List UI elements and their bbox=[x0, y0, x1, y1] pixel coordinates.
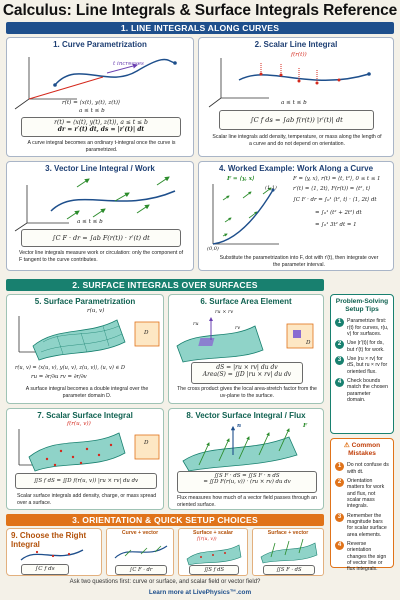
panel-description: Scalar surface integrals add density, charge, or mass spread over a surface. bbox=[17, 493, 157, 506]
mistake-item bbox=[334, 513, 390, 538]
common-mistakes-panel bbox=[330, 438, 394, 573]
tip-number-badge: 3 bbox=[335, 356, 344, 365]
cross-product-label: ru × rv bbox=[215, 309, 234, 315]
worked-line-1: F = ⟨y, x⟩, r(t) = ⟨t, t²⟩, 0 ≤ t ≤ 1 bbox=[293, 176, 381, 182]
panel-vector-line-integral bbox=[6, 161, 194, 271]
panel-heading: 5. Surface Parametrization bbox=[34, 297, 136, 306]
page-title: Calculus: Line Integrals & Surface Integrals Reference bbox=[2, 2, 398, 19]
tip-item bbox=[334, 356, 390, 375]
section-2-header: 2. SURFACE INTEGRALS OVER SURFACES bbox=[6, 279, 324, 291]
origin-label: (0,0) bbox=[207, 246, 219, 252]
mistake-text: Reverse orientation changes the sign of vector line or flux integrals. bbox=[347, 540, 387, 573]
panel-heading: 9. Choose the Right Integral bbox=[11, 531, 87, 549]
panel-heading: 1. Curve Parametrization bbox=[53, 40, 147, 49]
flux-formula-box bbox=[177, 471, 317, 493]
panel-heading: 6. Surface Area Element bbox=[200, 297, 292, 306]
tip-item bbox=[334, 340, 390, 353]
mistakes-title bbox=[331, 439, 393, 459]
panel-description: A surface integral becomes a double integral over the parameter domain D. bbox=[25, 386, 149, 399]
mini-f-label: f(r(u, v)) bbox=[197, 537, 217, 542]
mini-title: Curve + vector bbox=[121, 530, 159, 536]
flux-diagram bbox=[169, 421, 324, 471]
scalar-formula-box: ∫C f ds = ∫ab f(r(t)) |r′(t)| dt bbox=[219, 110, 374, 130]
mistakes-title-text: Common Mistakes bbox=[348, 442, 381, 457]
tip-text: Check bounds match the chosen parameter domain. bbox=[347, 377, 388, 403]
panel-scalar-surface-integral bbox=[6, 408, 164, 510]
mini-title: Surface + vector bbox=[267, 530, 309, 536]
worked-line-3: ∫C F · dr = ∫₀¹ ⟨t², t⟩ · ⟨1, 2t⟩ dt bbox=[293, 197, 377, 203]
panel-choose-integral bbox=[6, 528, 102, 576]
panel-description: The cross product gives the local area-stretch factor from the uv-plane to the surface. bbox=[177, 386, 317, 399]
tip-item bbox=[334, 378, 390, 403]
area-box-line2: Area(S) = ∬D |ru × rv| du dv bbox=[202, 371, 292, 378]
area-element-diagram bbox=[169, 306, 324, 362]
scalar-surface-diagram bbox=[7, 421, 164, 471]
setup-question: Ask two questions first: curve or surface, and scalar field or vector field? bbox=[69, 579, 261, 585]
section-3-header: 3. ORIENTATION & QUICK SETUP CHOICES bbox=[6, 514, 324, 526]
panel-heading: 4. Worked Example: Work Along a Curve bbox=[218, 164, 374, 173]
panel-heading: 3. Vector Line Integral / Work bbox=[45, 164, 155, 173]
mini-surface-scalar-diagram bbox=[179, 541, 249, 567]
mistake-item bbox=[334, 478, 390, 510]
param-box-line1: r(t) = ⟨x(t), y(t), z(t)⟩, a ≤ t ≤ b bbox=[54, 119, 148, 126]
mistake-text: Remember the magnitude bars for scalar surface area elements. bbox=[347, 512, 387, 538]
panel-surface-parametrization bbox=[6, 294, 164, 404]
domain-label: D bbox=[144, 330, 149, 336]
field-F-label: F bbox=[303, 423, 307, 429]
panel-heading: 2. Scalar Line Integral bbox=[254, 40, 338, 49]
f-of-r-label: f(r(t)) bbox=[291, 52, 307, 58]
flux-box-line2: = ∬D F(r(u, v)) · (ru × rv) du dv bbox=[203, 479, 291, 485]
worked-line-5: = ∫₀¹ 3t² dt = 1 bbox=[315, 222, 357, 228]
mistake-number-badge: 2 bbox=[335, 478, 344, 487]
tip-text: Parametrize first: r(t) for curves, r(u, v) for surfaces. bbox=[347, 318, 389, 337]
panel-description: Vector line integrals measure work or circulation: only the component of F tangent to the curve contributes. bbox=[19, 250, 184, 263]
panel-curve-parametrization bbox=[6, 37, 194, 157]
end-label: (1,1) bbox=[265, 185, 277, 191]
surface-vector-formula: ∬S F · dS bbox=[263, 565, 315, 575]
panel-heading: 7. Scalar Surface Integral bbox=[37, 411, 133, 420]
footer-link[interactable]: Learn more at LivePhysics™.com bbox=[148, 589, 252, 596]
curve-vector-formula: ∫C F · dr bbox=[115, 565, 167, 575]
curve-scalar-formula: ∫C f ds bbox=[21, 564, 69, 575]
mini-curve-vector-diagram bbox=[107, 536, 175, 566]
tips-title: Problem-Solving Setup Tips bbox=[335, 298, 389, 313]
mini-surface-scalar bbox=[178, 528, 248, 576]
param-eq: r(t) = ⟨x(t), y(t), z(t)⟩ bbox=[62, 100, 121, 106]
panel-flux-integral bbox=[168, 408, 324, 510]
tip-number-badge: 2 bbox=[335, 340, 344, 349]
panel-description: Flux measures how much of a vector field passes through an oriented surface. bbox=[177, 495, 317, 508]
mistake-item bbox=[334, 462, 390, 475]
surface-eq-1: r(u, v) = ⟨x(u, v), y(u, v), z(u, v)⟩, (u, v) ∈ D bbox=[15, 365, 126, 371]
param-formula-box bbox=[21, 117, 181, 137]
rv-label: rv bbox=[235, 325, 241, 331]
panel-description: A curve integral becomes an ordinary t-integral once the curve is parametrized. bbox=[27, 140, 176, 153]
mistake-number-badge: 3 bbox=[335, 513, 344, 522]
warning-icon: ⚠ bbox=[343, 442, 350, 449]
tip-item bbox=[334, 318, 390, 337]
mini-curve-vector bbox=[106, 528, 174, 576]
surface-diagram bbox=[7, 306, 164, 362]
mistake-item bbox=[334, 541, 390, 573]
area-formula-box bbox=[191, 362, 303, 384]
surface-f-label: f(r(u, v)) bbox=[67, 421, 91, 427]
domain-label: D bbox=[306, 340, 311, 346]
surface-scalar-formula: ∬S f dS bbox=[189, 565, 239, 575]
panel-worked-example bbox=[198, 161, 394, 271]
panel-scalar-line-integral bbox=[198, 37, 394, 157]
mistake-number-badge: 4 bbox=[335, 541, 344, 550]
tips-list bbox=[331, 318, 393, 403]
mistake-text: Orientation matters for work and flux, not scalar mass integrals. bbox=[347, 477, 385, 510]
t-increases-label: t increases bbox=[113, 61, 144, 67]
surface-label: r(u, v) bbox=[87, 308, 105, 314]
mini-surface-vector bbox=[252, 528, 324, 576]
setup-tips-panel bbox=[330, 294, 394, 434]
tip-text: Use |ru × rv| for dS, but ru × rv for oriented flux. bbox=[347, 355, 388, 375]
flux-box-line1: ∬S F · dS = ∬S F · n dS bbox=[214, 473, 280, 479]
area-box-line1: dS = |ru × rv| du dv bbox=[216, 364, 278, 371]
panel-description: Scalar line integrals add density, temperature, or mass along the length of a curve and do not depend on orientation. bbox=[212, 134, 382, 147]
worked-line-2: r′(t) = ⟨1, 2t⟩, F(r(t)) = ⟨t², t⟩ bbox=[293, 186, 371, 192]
normal-n-label: n bbox=[237, 423, 242, 429]
work-formula-box: ∫C F · dr = ∫ab F(r(t)) · r′(t) dt bbox=[21, 229, 181, 247]
scalar-surface-box: ∬S f dS = ∬D f(r(u, v)) |ru × rv| du dv bbox=[15, 473, 157, 489]
domain-label: D bbox=[144, 440, 149, 446]
mistake-text: Do not confuse ds with dt. bbox=[347, 462, 389, 475]
mistake-number-badge: 1 bbox=[335, 462, 344, 471]
panel-description: Substitute the parametrization into F, dot with r′(t), then integrate over the parameter interval. bbox=[219, 255, 379, 268]
worked-line-4: = ∫₀¹ (t² + 2t²) dt bbox=[315, 210, 362, 216]
mistakes-list bbox=[331, 462, 393, 573]
surface-eq-2: ru = ∂r/∂u rv = ∂r/∂v bbox=[31, 374, 87, 380]
tip-number-badge: 4 bbox=[335, 378, 344, 387]
mini-surface-vector-diagram bbox=[253, 537, 325, 565]
vector-range: a ≤ t ≤ b bbox=[77, 219, 103, 225]
tip-number-badge: 1 bbox=[335, 318, 344, 327]
panel-heading: 8. Vector Surface Integral / Flux bbox=[186, 411, 306, 420]
mini-title: Surface + scalar bbox=[193, 530, 233, 536]
ru-label: ru bbox=[193, 321, 199, 327]
field-label: F = ⟨y, x⟩ bbox=[227, 176, 255, 182]
panel-surface-area-element bbox=[168, 294, 324, 404]
param-range: a ≤ t ≤ b bbox=[79, 108, 105, 114]
scalar-range: a ≤ t ≤ b bbox=[281, 100, 307, 106]
section-1-header: 1. LINE INTEGRALS ALONG CURVES bbox=[6, 22, 394, 34]
tip-text: Use |r′(t)| for ds, but r′(t) for work. bbox=[347, 340, 385, 353]
param-box-line2: dr = r′(t) dt, ds = |r′(t)| dt bbox=[57, 126, 145, 133]
